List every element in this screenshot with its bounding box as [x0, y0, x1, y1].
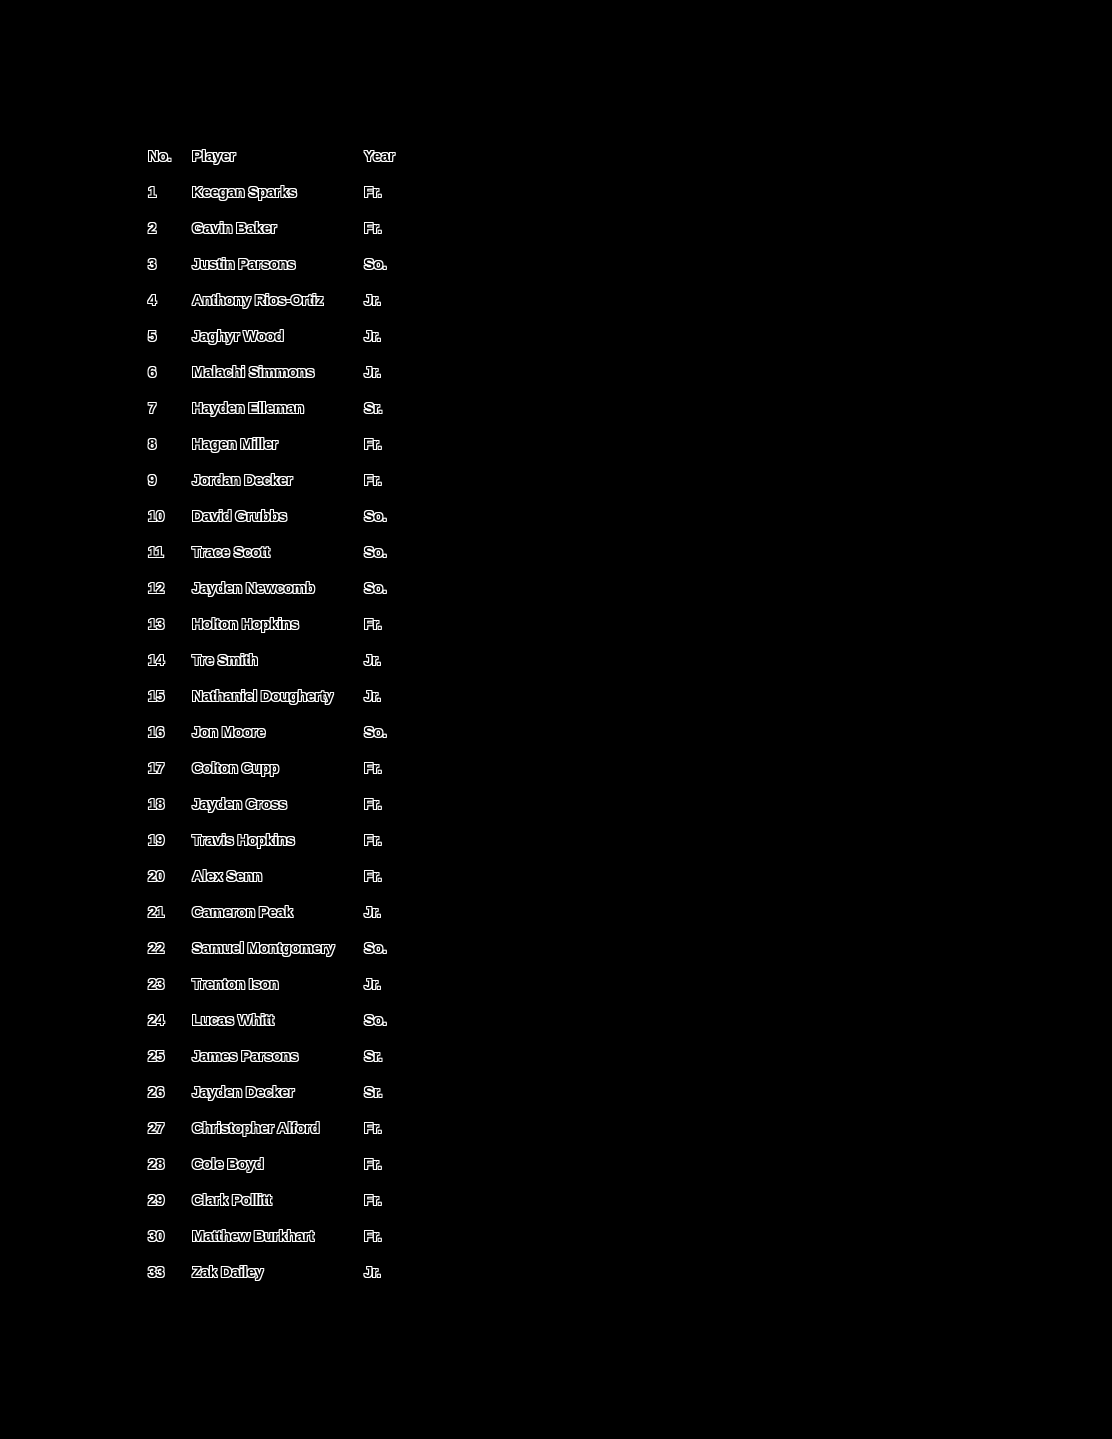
- player-name: Jon Moore: [192, 723, 266, 741]
- player-name: Malachi Simmons: [192, 363, 315, 381]
- player-name: Trenton Ison: [192, 975, 279, 993]
- player-name: Matthew Burkhart: [192, 1227, 314, 1245]
- player-name: Anthony Rios-Ortiz: [192, 291, 324, 309]
- player-number: 20: [148, 867, 165, 885]
- table-row: [148, 966, 424, 1002]
- player-name: Alex Senn: [192, 867, 262, 885]
- table-row: [148, 786, 424, 822]
- player-name: Clark Pollitt: [192, 1191, 272, 1209]
- table-row: [148, 822, 424, 858]
- player-name: Justin Parsons: [192, 255, 296, 273]
- player-year: So.: [364, 507, 387, 525]
- player-year: Fr.: [364, 219, 382, 237]
- player-name: Hayden Elleman: [192, 399, 304, 417]
- table-row: [148, 534, 424, 570]
- table-row: [148, 246, 424, 282]
- table-row: [148, 1002, 424, 1038]
- player-name: Keegan Sparks: [192, 183, 297, 201]
- player-number: 22: [148, 939, 165, 957]
- table-row: [148, 1146, 424, 1182]
- player-year: Fr.: [364, 1191, 382, 1209]
- player-number: 25: [148, 1047, 165, 1065]
- player-number: 10: [148, 507, 165, 525]
- player-year: So.: [364, 579, 387, 597]
- player-number: 2: [148, 219, 157, 237]
- player-number: 30: [148, 1227, 165, 1245]
- player-number: 14: [148, 651, 165, 669]
- player-year: Jr.: [364, 975, 381, 993]
- column-header-year: Year: [364, 147, 395, 165]
- table-row: [148, 750, 424, 786]
- player-year: Sr.: [364, 1047, 383, 1065]
- roster-table: [148, 138, 424, 1290]
- table-header-row: [148, 138, 424, 174]
- player-name: Jayden Newcomb: [192, 579, 315, 597]
- player-number: 13: [148, 615, 165, 633]
- player-name: Colton Cupp: [192, 759, 279, 777]
- player-name: Lucas Whitt: [192, 1011, 274, 1029]
- player-name: Cameron Peak: [192, 903, 293, 921]
- player-name: Jayden Decker: [192, 1083, 295, 1101]
- table-row: [148, 1182, 424, 1218]
- table-row: [148, 318, 424, 354]
- player-number: 33: [148, 1263, 165, 1281]
- player-name: Holton Hopkins: [192, 615, 299, 633]
- player-number: 28: [148, 1155, 165, 1173]
- table-row: [148, 678, 424, 714]
- table-row: [148, 174, 424, 210]
- column-header-number: No.: [148, 147, 172, 165]
- player-name: Nathaniel Dougherty: [192, 687, 333, 705]
- player-year: Sr.: [364, 1083, 383, 1101]
- player-number: 29: [148, 1191, 165, 1209]
- player-year: So.: [364, 1011, 387, 1029]
- table-row: [148, 390, 424, 426]
- table-row: [148, 606, 424, 642]
- player-name: Hagen Miller: [192, 435, 278, 453]
- column-header-player: Player: [192, 147, 236, 165]
- player-number: 23: [148, 975, 165, 993]
- player-number: 7: [148, 399, 157, 417]
- player-number: 21: [148, 903, 165, 921]
- table-row: [148, 354, 424, 390]
- player-year: So.: [364, 723, 387, 741]
- player-name: Cole Boyd: [192, 1155, 264, 1173]
- player-name: Zak Dailey: [192, 1263, 264, 1281]
- player-year: So.: [364, 255, 387, 273]
- player-year: Jr.: [364, 687, 381, 705]
- player-number: 6: [148, 363, 157, 381]
- player-number: 16: [148, 723, 165, 741]
- player-number: 4: [148, 291, 157, 309]
- player-name: Samuel Montgomery: [192, 939, 335, 957]
- player-year: Fr.: [364, 867, 382, 885]
- table-row: [148, 714, 424, 750]
- player-name: Jaghyr Wood: [192, 327, 284, 345]
- player-name: Christopher Alford: [192, 1119, 320, 1137]
- player-number: 15: [148, 687, 165, 705]
- player-number: 19: [148, 831, 165, 849]
- player-year: Jr.: [364, 291, 381, 309]
- table-row: [148, 642, 424, 678]
- player-year: Jr.: [364, 363, 381, 381]
- player-year: Fr.: [364, 1227, 382, 1245]
- player-year: Jr.: [364, 1263, 381, 1281]
- player-year: Fr.: [364, 795, 382, 813]
- player-name: James Parsons: [192, 1047, 299, 1065]
- player-year: Jr.: [364, 651, 381, 669]
- player-number: 11: [148, 543, 164, 561]
- player-number: 9: [148, 471, 157, 489]
- player-year: Jr.: [364, 903, 381, 921]
- table-row: [148, 894, 424, 930]
- table-row: [148, 282, 424, 318]
- player-year: So.: [364, 543, 387, 561]
- table-row: [148, 1074, 424, 1110]
- player-year: Fr.: [364, 435, 382, 453]
- player-number: 17: [148, 759, 165, 777]
- player-number: 5: [148, 327, 157, 345]
- player-number: 1: [148, 183, 157, 201]
- player-name: Tre Smith: [192, 651, 258, 669]
- player-year: Fr.: [364, 183, 382, 201]
- player-year: Fr.: [364, 1155, 382, 1173]
- player-number: 8: [148, 435, 157, 453]
- player-year: Fr.: [364, 615, 382, 633]
- player-number: 26: [148, 1083, 165, 1101]
- player-number: 18: [148, 795, 165, 813]
- table-row: [148, 498, 424, 534]
- table-row: [148, 1218, 424, 1254]
- player-year: Sr.: [364, 399, 383, 417]
- table-row: [148, 1254, 424, 1290]
- table-row: [148, 930, 424, 966]
- table-row: [148, 858, 424, 894]
- table-row: [148, 1110, 424, 1146]
- player-number: 12: [148, 579, 165, 597]
- player-number: 3: [148, 255, 157, 273]
- player-year: Fr.: [364, 831, 382, 849]
- player-name: Travis Hopkins: [192, 831, 295, 849]
- table-row: [148, 570, 424, 606]
- player-name: David Grubbs: [192, 507, 287, 525]
- player-name: Jordan Decker: [192, 471, 293, 489]
- table-row: [148, 462, 424, 498]
- player-year: Fr.: [364, 759, 382, 777]
- player-name: Trace Scott: [192, 543, 270, 561]
- table-body: [148, 174, 424, 1290]
- player-number: 24: [148, 1011, 165, 1029]
- player-name: Jayden Cross: [192, 795, 287, 813]
- player-year: Fr.: [364, 471, 382, 489]
- table-row: [148, 426, 424, 462]
- table-row: [148, 210, 424, 246]
- player-year: So.: [364, 939, 387, 957]
- player-name: Gavin Baker: [192, 219, 277, 237]
- table-row: [148, 1038, 424, 1074]
- player-year: Jr.: [364, 327, 381, 345]
- player-number: 27: [148, 1119, 165, 1137]
- player-year: Fr.: [364, 1119, 382, 1137]
